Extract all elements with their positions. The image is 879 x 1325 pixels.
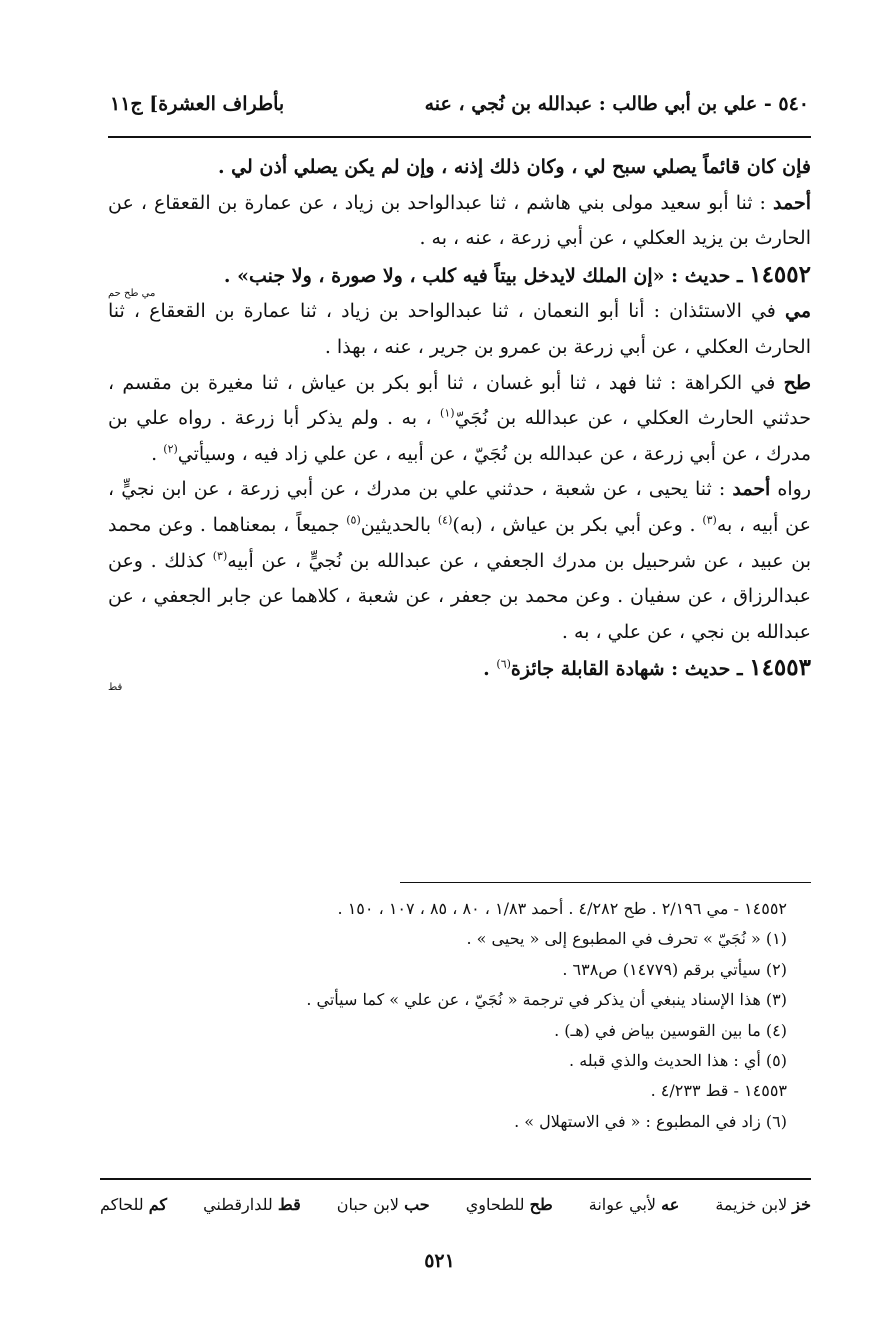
hadith-title: ـ حديث : «إن الملك لايدخل بيتاً فيه كلب ، ولا صورة ، ولا جنب» . [223,264,750,287]
footnote-ref: (٢) [163,442,178,456]
legend-abbr: عه [661,1194,680,1214]
legend-item [203,1195,301,1214]
legend-source: لابن خزيمة [715,1194,788,1214]
legend-abbr: حب [404,1194,430,1214]
legend-source: للحاكم [100,1194,144,1214]
legend-divider [100,1178,811,1180]
source-name: أحمد [732,478,771,501]
footnotes [108,894,787,1137]
source-marks: مي طح حم [108,288,156,300]
legend-abbr: خز [792,1194,811,1214]
legend-item [589,1195,680,1214]
footnote-line: (٦) زاد في المطبوع : « في الاستهلال » . [514,1111,787,1131]
paragraph-5-text-a: : ثنا يحيى ، عن شعبة ، حدثني علي بن مدرك ، عن أبي زرعة ، عن ابن نجيٍّ ، عن أبيه ، به [108,478,811,536]
legend-item [337,1195,430,1214]
legend-abbr: طح [529,1194,553,1214]
paragraph-1: فإن كان قائماً يصلي سبح لي ، وكان ذلك إذنه ، وإن لم يكن يصلي أذن لي . [217,156,811,178]
footnote-line: (٤) ما بين القوسين بياض في (هـ) . [554,1020,787,1040]
paragraph-2-text: : ثنا أبو سعيد مولى بني هاشم ، ثنا عبدالواحد بن زياد ، عن عمارة بن القعقاع ، عن الحارث بن يزيد العكلي ، عن أبي زرعة ، عنه ، به . [108,191,811,250]
footnote-ref: (٣) [212,549,228,563]
legend-item [100,1195,167,1214]
source-name: أحمد [773,191,811,214]
footnote-line: (٥) أي : هذا الحديث والذي قبله . [569,1051,787,1071]
hadith-number: ١٤٥٥٢ [749,260,811,288]
hadith-title-end: . [483,658,497,681]
paragraph-4-text-c: . [151,442,164,465]
legend-source: للطحاوي [465,1194,525,1214]
footnote-line: ١٤٥٥٢ - مي ٢/١٩٦ . طح ٤/٢٨٢ . أحمد ١/٨٣ ، ٨٠ ، ٨٥ ، ١٠٧ ، ١٥٠ . [337,899,787,918]
legend-abbr: كم [148,1194,168,1214]
footnote-line: (١) « نُجَيّ » تحرف في المطبوع إلى « يحيى » . [466,929,787,949]
paragraph-5-text-d: جميعاً ، بمعناهما . وعن محمد بن عبيد ، عن شرحبيل بن مدرك الجعفي ، عن عبدالله بن نُجيٍّ ، عن أبيه [108,513,811,572]
source-code: مي [784,300,811,323]
paragraph-3-text: في الاستئذان : أنا أبو النعمان ، ثنا عبدالواحد بن زياد ، ثنا عمارة بن القعقاع ، ثنا الحارث العكلي ، عن أبي زرعة بن عمرو بن جرير ، عنه ، بهذا . [108,300,811,358]
source-marks: قط [108,681,123,693]
footnote-ref: (١) [440,406,455,420]
page-number: ٥٢١ [424,1250,455,1272]
header-volume-title: بأطراف العشرة] ج١١ [110,93,285,115]
footnote-ref: (٤) [437,513,453,527]
paragraph-3 [108,294,811,365]
hadith-title: ـ حديث : شهادة القابلة جائزة [510,658,750,681]
footnote-line: (٢) سيأتي برقم (١٤٧٧٩) ص٦٣٨ . [562,959,787,979]
running-header [110,86,809,122]
footnote-ref: (٣) [702,513,717,527]
paragraph-5 [108,472,811,650]
footnote-line: ١٤٥٥٣ - قط ٤/٢٣٣ . [650,1081,787,1101]
legend-source: للدارقطني [203,1194,273,1214]
legend-source: لأبي عوانة [588,1194,657,1214]
header-center-title: ٥٤٠ - علي بن أبي طالب : عبدالله بن نُجي ، عنه [424,93,809,115]
abbreviation-legend [100,1190,811,1218]
paragraph-4 [108,366,811,473]
main-text [108,150,812,693]
legend-abbr: قط [277,1194,301,1214]
footnote-ref: (٥) [346,513,361,527]
paragraph-5-text-b: . وعن أبي بكر بن عياش ، (به) [452,513,703,536]
paragraph-2 [108,186,811,257]
footnote-divider [400,882,811,883]
legend-item [466,1195,553,1214]
legend-item [715,1195,811,1214]
header-divider [108,136,811,138]
source-code: طح [783,371,811,394]
paragraph-5-pre: رواه [770,478,812,501]
legend-source: لابن حبان [336,1194,399,1214]
paragraph-4-text-b: ، به . ولم يذكر أبا زرعة . رواه علي بن مدرك ، عن أبي زرعة ، عن عبدالله بن نُجَيّ ، عن أبيه ، عن علي زاد فيه ، وسيأتي [108,407,811,465]
footnote-ref: (٦) [496,657,511,671]
paragraph-5-text-e: كذلك . وعن عبدالرزاق ، عن سفيان . وعن محمد بن جعفر ، عن شعبة ، كلاهما عن جابر الجعفي ، عن عبدالله بن نجي ، عن علي ، به . [108,549,811,643]
hadith-number: ١٤٥٥٣ [749,654,811,682]
paragraph-5-text-c: بالحديثين [360,513,438,536]
paragraph-4-text-a: في الكراهة : ثنا فهد ، ثنا أبو غسان ، ثنا أبو بكر بن عياش ، ثنا مغيرة بن مقسم ، حدثني الحارث العكلي ، عن عبدالله بن نُجَيّ [108,371,811,430]
footnote-line: (٣) هذا الإسناد ينبغي أن يذكر في ترجمة « نُجَيّ ، عن علي » كما سيأتي . [306,990,787,1010]
